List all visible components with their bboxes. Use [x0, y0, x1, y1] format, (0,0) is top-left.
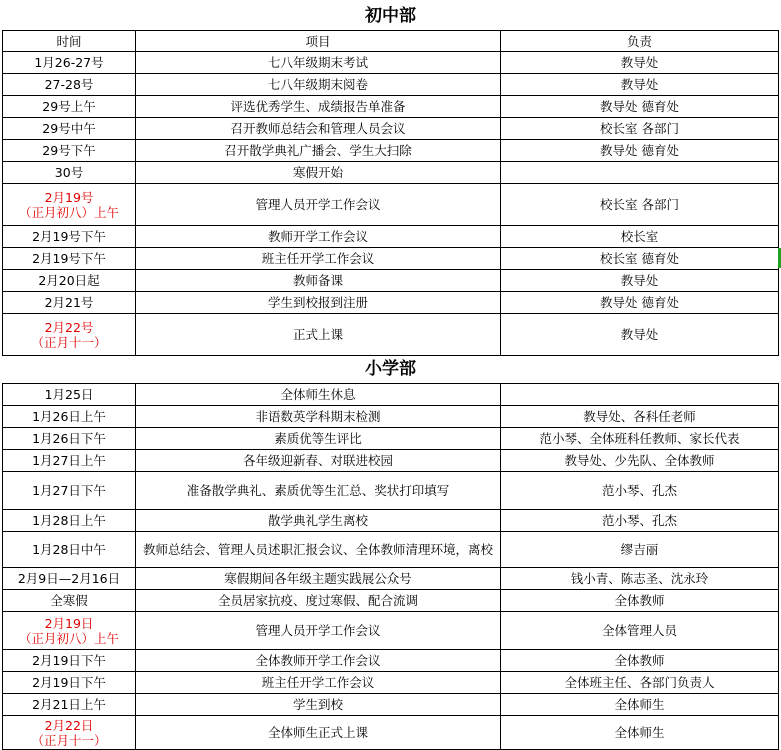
owner-cell: 教导处 — [501, 314, 779, 356]
item-cell: 班主任开学工作会议 — [136, 672, 501, 694]
item-cell: 教师总结会、管理人员述职汇报会议、全体教师清理环境，离校 — [136, 532, 501, 568]
item-cell: 全体教师开学工作会议 — [136, 650, 501, 672]
item-cell: 全员居家抗疫、度过寒假、配合流调 — [136, 590, 501, 612]
item-cell: 管理人员开学工作会议 — [136, 612, 501, 650]
table-row — [3, 162, 779, 184]
item-cell: 非语数英学科期末检测 — [136, 406, 501, 428]
time-line2: （正月初八）上午 — [18, 204, 119, 220]
section-title-middle: 初中部 — [3, 3, 779, 31]
item-cell: 准备散学典礼、素质优等生汇总、奖状打印填写 — [136, 472, 501, 510]
owner-cell: 全体师生 — [501, 716, 779, 750]
table-row — [3, 450, 779, 472]
item-cell: 班主任开学工作会议 — [136, 248, 501, 270]
table-row — [3, 118, 779, 140]
time-cell: 1月26-27号 — [3, 52, 136, 74]
time-cell — [3, 314, 136, 356]
schedule-table — [2, 2, 779, 750]
owner-cell: 教导处 德育处 — [501, 292, 779, 314]
time-cell — [3, 184, 136, 226]
owner-cell: 教导处 — [501, 270, 779, 292]
time-cell: 2月19号下午 — [3, 248, 136, 270]
owner-cell: 范小琴、孔杰 — [501, 510, 779, 532]
item-cell: 召开散学典礼广播会、学生大扫除 — [136, 140, 501, 162]
table-row — [3, 140, 779, 162]
item-cell: 散学典礼学生离校 — [136, 510, 501, 532]
owner-cell: 校长室 各部门 — [501, 184, 779, 226]
item-cell: 学生到校报到注册 — [136, 292, 501, 314]
owner-cell: 全体管理人员 — [501, 612, 779, 650]
table-row — [3, 96, 779, 118]
time-cell: 1月28日上午 — [3, 510, 136, 532]
header-time: 时间 — [3, 31, 136, 52]
table-row — [3, 314, 779, 356]
time-line2: （正月十一） — [31, 732, 107, 748]
time-cell: 27-28号 — [3, 74, 136, 96]
time-cell: 2月9日—2月16日 — [3, 568, 136, 590]
time-line1: 2月22日 — [44, 717, 94, 733]
time-line2: （正月初八）上午 — [18, 630, 119, 646]
time-line1: 2月19日 — [44, 615, 94, 631]
time-cell: 29号上午 — [3, 96, 136, 118]
time-cell: 2月21号 — [3, 292, 136, 314]
table-row — [3, 716, 779, 750]
time-cell: 全寒假 — [3, 590, 136, 612]
owner-cell: 教导处 — [501, 74, 779, 96]
header-item: 项目 — [136, 31, 501, 52]
item-cell: 管理人员开学工作会议 — [136, 184, 501, 226]
owner-cell: 全体教师 — [501, 590, 779, 612]
table-row — [3, 672, 779, 694]
owner-cell: 校长室 — [501, 226, 779, 248]
time-cell: 2月21日上午 — [3, 694, 136, 716]
time-line1: 2月19号 — [44, 189, 94, 205]
owner-cell: 全体教师 — [501, 650, 779, 672]
time-cell: 1月26日下午 — [3, 428, 136, 450]
item-cell: 寒假期间各年级主题实践展公众号 — [136, 568, 501, 590]
time-line1: 2月22号 — [44, 319, 94, 335]
item-cell: 七八年级期末阅卷 — [136, 74, 501, 96]
owner-cell: 全体班主任、各部门负责人 — [501, 672, 779, 694]
table-row — [3, 406, 779, 428]
time-cell: 30号 — [3, 162, 136, 184]
time-cell: 2月19日下午 — [3, 650, 136, 672]
table-row — [3, 612, 779, 650]
owner-cell: 教导处 德育处 — [501, 96, 779, 118]
item-cell: 教师开学工作会议 — [136, 226, 501, 248]
table-row — [3, 568, 779, 590]
time-cell: 1月27日下午 — [3, 472, 136, 510]
table-row — [3, 270, 779, 292]
owner-cell — [501, 384, 779, 406]
owner-cell: 钱小青、陈志圣、沈永玲 — [501, 568, 779, 590]
table-row — [3, 292, 779, 314]
owner-cell: 缪吉丽 — [501, 532, 779, 568]
owner-cell: 教导处、少先队、全体教师 — [501, 450, 779, 472]
time-cell: 1月27日上午 — [3, 450, 136, 472]
header-owner: 负责 — [501, 31, 779, 52]
owner-cell — [501, 162, 779, 184]
table-row — [3, 532, 779, 568]
table-row — [3, 694, 779, 716]
owner-cell: 全体师生 — [501, 694, 779, 716]
table-row — [3, 590, 779, 612]
table-row — [3, 184, 779, 226]
table-row — [3, 384, 779, 406]
owner-cell: 校长室 各部门 — [501, 118, 779, 140]
table-row — [3, 650, 779, 672]
table-row — [3, 52, 779, 74]
item-cell: 正式上课 — [136, 314, 501, 356]
item-cell: 素质优等生评比 — [136, 428, 501, 450]
item-cell: 全体师生正式上课 — [136, 716, 501, 750]
item-cell: 召开教师总结会和管理人员会议 — [136, 118, 501, 140]
table-row — [3, 510, 779, 532]
time-cell: 29号下午 — [3, 140, 136, 162]
time-cell: 29号中午 — [3, 118, 136, 140]
owner-cell: 教导处 — [501, 52, 779, 74]
item-cell: 评选优秀学生、成绩报告单准备 — [136, 96, 501, 118]
item-cell: 学生到校 — [136, 694, 501, 716]
table-row — [3, 248, 779, 270]
owner-cell: 校长室 德育处 — [501, 248, 779, 270]
owner-cell: 范小琴、全体班科任教师、家长代表 — [501, 428, 779, 450]
time-cell: 2月19号下午 — [3, 226, 136, 248]
table-row — [3, 428, 779, 450]
time-cell — [3, 612, 136, 650]
table-row — [3, 472, 779, 510]
time-line2: （正月十一） — [31, 334, 107, 350]
time-cell: 1月25日 — [3, 384, 136, 406]
item-cell: 全体师生休息 — [136, 384, 501, 406]
owner-cell: 教导处、各科任老师 — [501, 406, 779, 428]
table-row — [3, 226, 779, 248]
section-title-primary: 小学部 — [3, 356, 779, 384]
item-cell: 七八年级期末考试 — [136, 52, 501, 74]
time-cell — [3, 716, 136, 750]
item-cell: 寒假开始 — [136, 162, 501, 184]
owner-cell: 教导处 德育处 — [501, 140, 779, 162]
table-row — [3, 74, 779, 96]
item-cell: 教师备课 — [136, 270, 501, 292]
item-cell: 各年级迎新春、对联进校园 — [136, 450, 501, 472]
time-cell: 1月28日中午 — [3, 532, 136, 568]
time-cell: 2月20日起 — [3, 270, 136, 292]
time-cell: 2月19日下午 — [3, 672, 136, 694]
time-cell: 1月26日上午 — [3, 406, 136, 428]
owner-cell: 范小琴、孔杰 — [501, 472, 779, 510]
